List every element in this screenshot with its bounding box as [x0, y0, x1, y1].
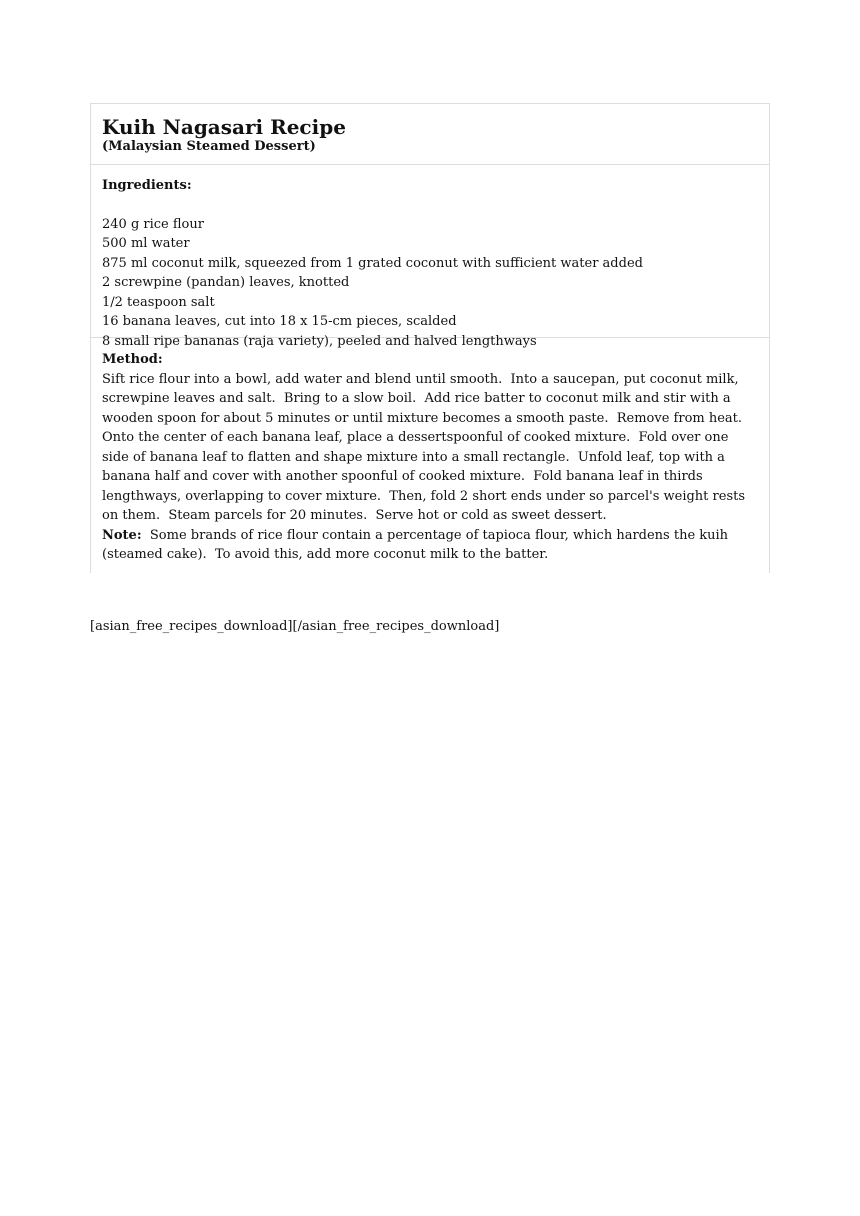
ingredient-list [102, 215, 758, 352]
ingredient-item: 8 small ripe bananas (raja variety), peeled and halved lengthways [102, 333, 537, 349]
method-text: Sift rice flour into a bowl, add water and blend until smooth. Into a saucepan, put coconut milk, screwpine leaves and salt. Bring to a slow boil. Add rice batter to coconut milk and stir with a wooden spoon for about 5 minutes or until mixture becomes a smooth paste. Remove from heat. Onto the center of each banana leaf, place a dessertspoonful of cooked mixture. Fold over one side of banana leaf to flatten and shape mixture into a small rectangle. Unfold leaf, top with a banana half and cover with another spoonful of cooked mixture. Fold banana leaf in thirds lengthways, overlapping to cover mixture. Then, fold 2 short ends under so parcel's weight rests on them. Steam parcels for 20 minutes. Serve hot or cold as sweet dessert. [102, 371, 751, 523]
ingredient-item: 16 banana leaves, cut into 18 x 15-cm pieces, scalded [102, 314, 457, 329]
note-label: Note: [102, 527, 142, 543]
ingredient-item: 500 ml water [102, 236, 190, 251]
ingredient-item: 240 g rice flour [102, 216, 204, 232]
ingredient-item: 1/2 teaspoon salt [102, 294, 215, 310]
method-section [91, 337, 769, 573]
recipe-subtitle: (Malaysian Steamed Dessert) [102, 139, 316, 154]
method-heading: Method: [102, 352, 163, 367]
download-shortcode: [asian_free_recipes_download][/asian_free_recipes_download] [90, 619, 500, 634]
ingredients-section [91, 164, 769, 349]
ingredient-item: 2 screwpine (pandan) leaves, knotted [102, 275, 350, 290]
ingredients-heading: Ingredients: [102, 178, 192, 193]
recipe-card [90, 103, 770, 573]
ingredient-item: 875 ml coconut milk, squeezed from 1 grated coconut with sufficient water added [102, 255, 643, 271]
recipe-header [91, 104, 769, 164]
note [102, 526, 758, 565]
note-text: Some brands of rice flour contain a percentage of tapioca flour, which hardens the kuih (steamed cake). To avoid this, add more coconut milk to the batter. [102, 527, 733, 562]
recipe-title: Kuih Nagasari Recipe [102, 115, 346, 139]
